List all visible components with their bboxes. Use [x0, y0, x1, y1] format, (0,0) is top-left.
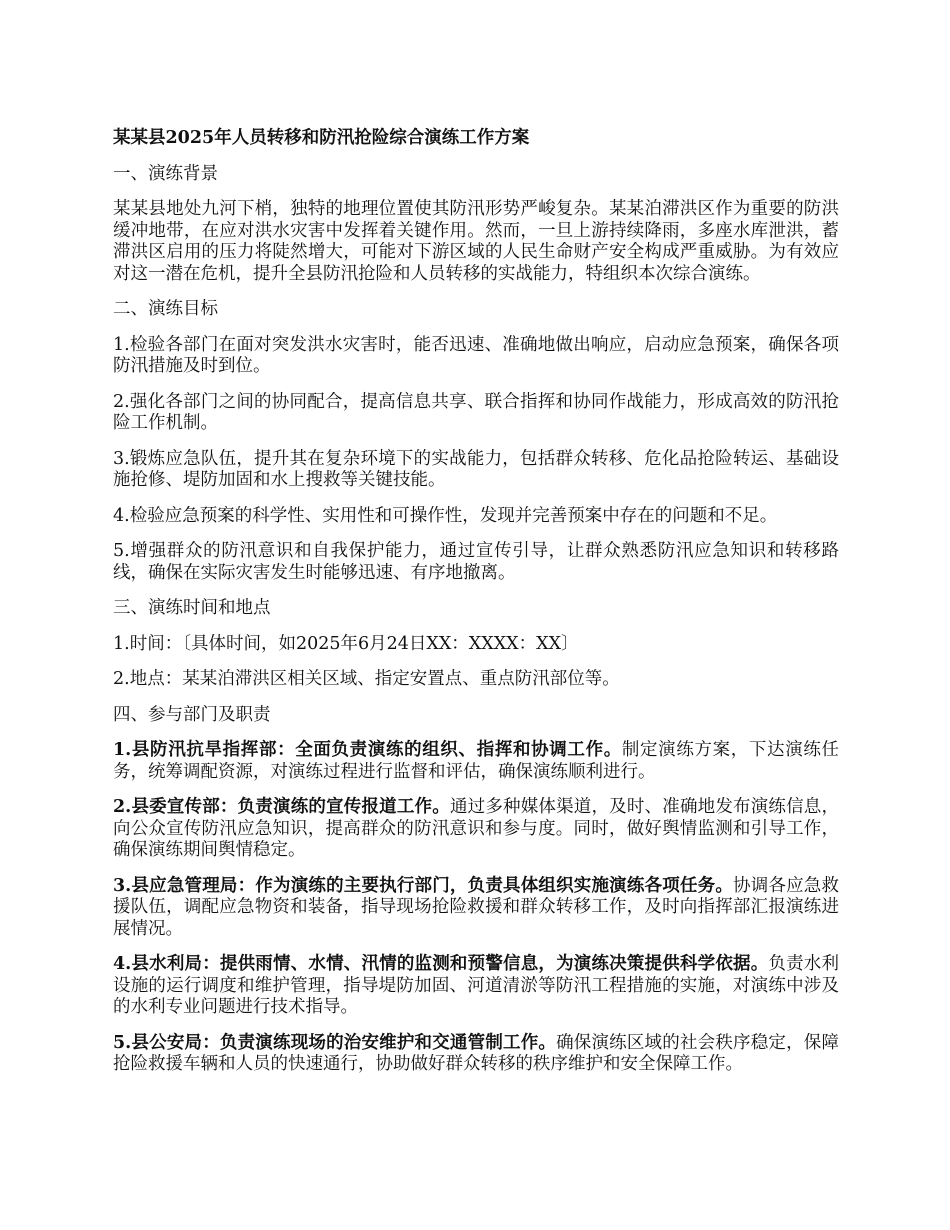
- objective-item: 3.锻炼应急队伍，提升其在复杂环境下的实战能力，包括群众转移、危化品抢险转运、基础设施抢修、堤防加固和水上搜救等关键技能。: [113, 448, 839, 490]
- department-duty-lead: 4.县水利局：提供雨情、水情、汛情的监测和预警信息，为演练决策提供科学依据。: [113, 954, 769, 974]
- department-duty-detail: 协调各应急救援队伍，调配应急物资和装备，指导现场抢险救援和群众转移工作，及时向指挥部汇报演练进展情况。: [113, 875, 839, 939]
- objective-item: 5.增强群众的防汛意识和自我保护能力，通过宣传引导，让群众熟悉防汛应急知识和转移路线，确保在实际灾害发生时能够迅速、有序地撤离。: [113, 541, 839, 583]
- department-duty-lead: 3.县应急管理局：作为演练的主要执行部门，负责具体组织实施演练各项任务。: [113, 875, 734, 896]
- section-heading-objectives: 二、演练目标: [113, 299, 218, 319]
- department-duty-lead: 1.县防汛抗旱指挥部：全面负责演练的组织、指挥和协调工作。: [113, 740, 622, 760]
- section-heading-time-place: 三、演练时间和地点: [113, 598, 271, 618]
- section-heading-departments: 四、参与部门及职责: [113, 704, 271, 725]
- department-item: [113, 1033, 839, 1076]
- place-item: 2.地点：某某泊滞洪区相关区域、指定安置点、重点防汛部位等。: [113, 669, 620, 689]
- department-item: [113, 740, 839, 783]
- objective-item: 1.检验各部门在面对突发洪水灾害时，能否迅速、准确地做出响应，启动应急预案，确保各项防汛措施及时到位。: [113, 334, 839, 376]
- document-body: [113, 128, 839, 1090]
- department-item: [113, 797, 839, 862]
- time-item: 1.时间：〔具体时间，如2025年6月24日XX：XXXX：XX〕: [113, 633, 579, 654]
- document-title: 某某县2025年人员转移和防汛抢险综合演练工作方案: [113, 128, 530, 148]
- objective-item: 4.检验应急预案的科学性、实用性和可操作性，发现并完善预案中存在的问题和不足。: [113, 505, 778, 526]
- department-duty-detail: 确保演练区域的社会秩序稳定，保障抢险救援车辆和人员的快速通行，协助做好群众转移的秩序维护和安全保障工作。: [113, 1032, 839, 1074]
- department-duty-detail: 制定演练方案，下达演练任务，统筹调配资源，对演练过程进行监督和评估，确保演练顺利进行。: [113, 740, 839, 782]
- objective-item: 2.强化各部门之间的协同配合，提高信息共享、联合指挥和协同作战能力，形成高效的防汛抢险工作机制。: [113, 391, 839, 433]
- department-duty-lead: 5.县公安局：负责演练现场的治安维护和交通管制工作。: [113, 1032, 557, 1053]
- department-item: [113, 876, 839, 941]
- department-duty-detail: 负责水利设施的运行调度和维护管理，指导堤防加固、河道清淤等防汛工程措施的实施，对演练中涉及的水利专业问题进行技术指导。: [113, 954, 839, 1017]
- department-item: [113, 954, 839, 1019]
- section-heading-background: 一、演练背景: [113, 163, 218, 184]
- department-duty-detail: 通过多种媒体渠道，及时、准确地发布演练信息，向公众宣传防汛应急知识，提高群众的防汛意识和参与度。同时，做好舆情监测和引导工作，确保演练期间舆情稳定。: [113, 797, 839, 860]
- background-paragraph: 某某县地处九河下梢，独特的地理位置使其防汛形势严峻复杂。某某泊滞洪区作为重要的防洪缓冲地带，在应对洪水灾害中发挥着关键作用。然而，一旦上游持续降雨，多座水库泄洪，蓄滞洪区启用的压力将陡然增大，可能对下游区域的人民生命财产安全构成严重威胁。为有效应对这一潜在危机，提升全县防汛抢险和人员转移的实战能力，特组织本次综合演练。: [113, 199, 839, 284]
- department-duty-lead: 2.县委宣传部：负责演练的宣传报道工作。: [113, 797, 450, 817]
